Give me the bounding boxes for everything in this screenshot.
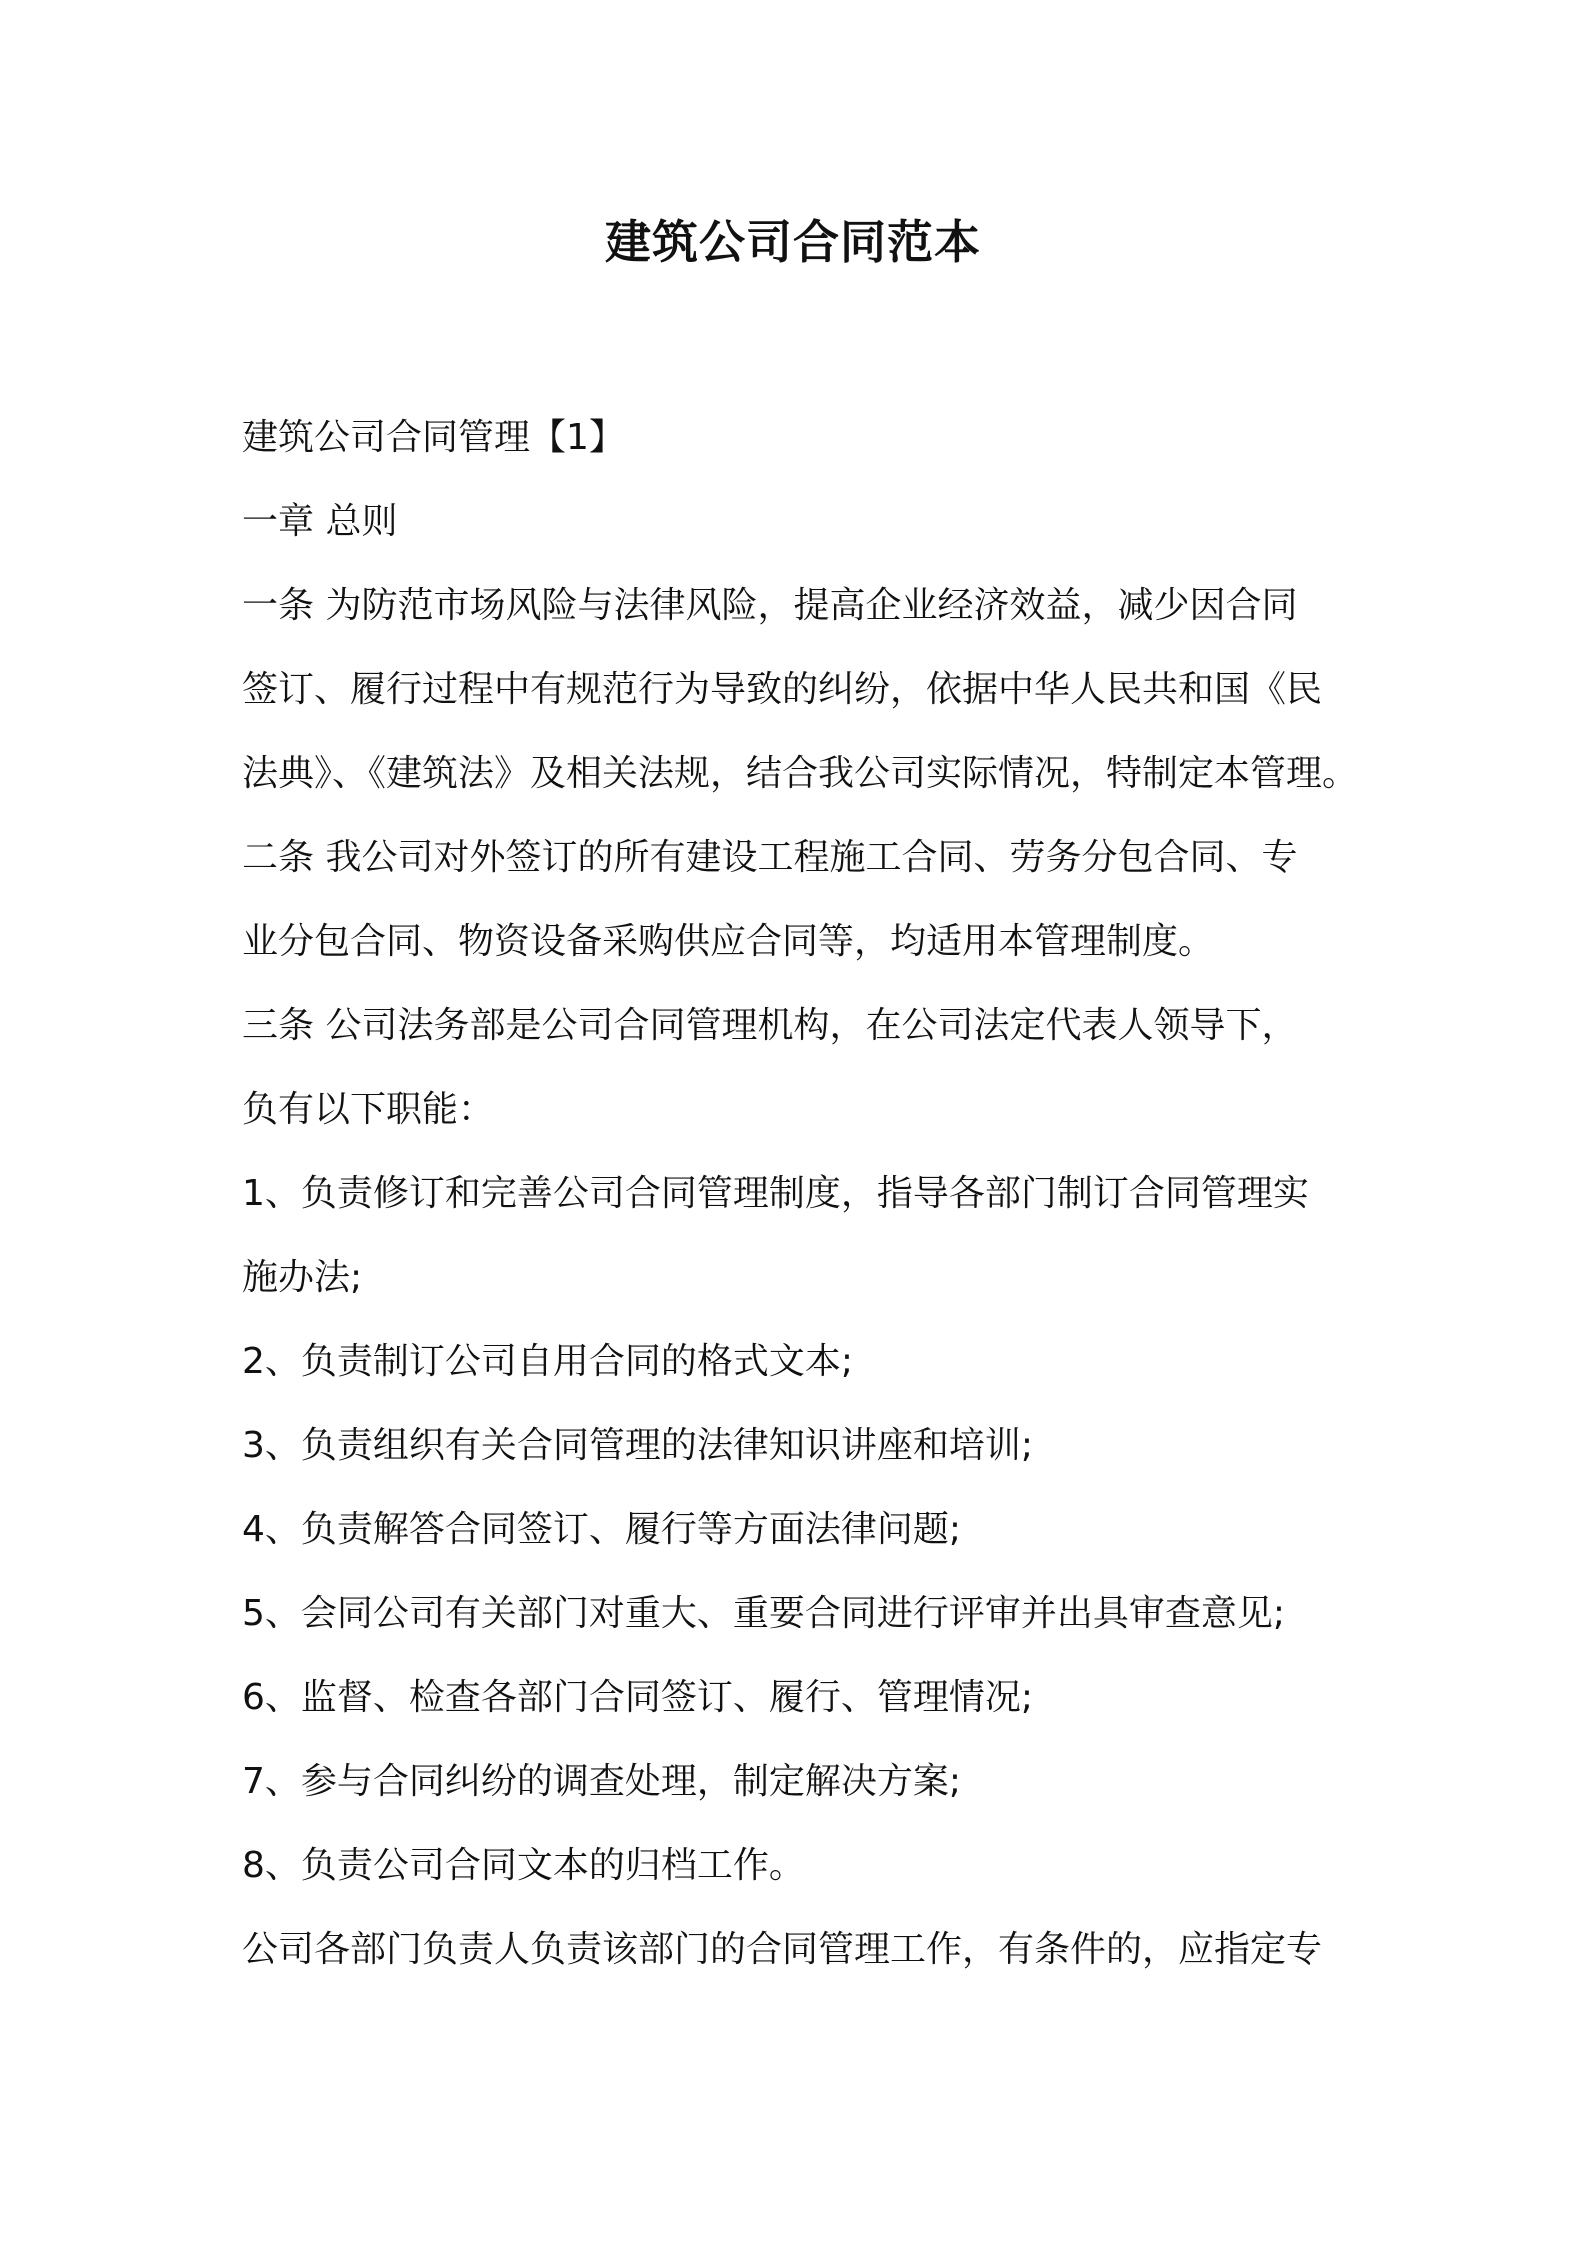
article-1-line: 法典》、《建筑法》及相关法规，结合我公司实际情况，特制定本管理。 [242, 753, 1359, 794]
document-body [242, 410, 1360, 2006]
duty-item-5: 5、会同公司有关部门对重大、重要合同进行评审并出具审查意见; [242, 1593, 1286, 1634]
section-heading: 建筑公司合同管理【1】 [242, 417, 625, 458]
duty-item-1-line: 1、负责修订和完善公司合同管理制度，指导各部门制订合同管理实 [242, 1173, 1309, 1214]
article-2-line: 业分包合同、物资设备采购供应合同等，均适用本管理制度。 [242, 921, 1215, 962]
duty-item-8: 8、负责公司合同文本的归档工作。 [242, 1845, 805, 1886]
article-1-line: 一条 为防范市场风险与法律风险，提高企业经济效益，减少因合同 [242, 585, 1298, 626]
duty-item-6: 6、监督、检查各部门合同签订、履行、管理情况; [242, 1677, 1034, 1718]
duty-item-3: 3、负责组织有关合同管理的法律知识讲座和培训; [242, 1425, 1034, 1466]
article-1-line: 签订、履行过程中有规范行为导致的纠纷，依据中华人民共和国《民 [242, 669, 1323, 710]
chapter-heading: 一章 总则 [242, 501, 398, 542]
duty-item-7: 7、参与合同纠纷的调查处理，制定解决方案; [242, 1761, 962, 1802]
article-3-line: 负有以下职能： [242, 1089, 495, 1130]
closing-paragraph-line: 公司各部门负责人负责该部门的合同管理工作，有条件的，应指定专 [242, 1929, 1323, 1970]
duty-item-4: 4、负责解答合同签订、履行等方面法律问题; [242, 1509, 962, 1550]
document-title: 建筑公司合同范本 [605, 215, 981, 269]
duty-item-1-line: 施办法; [242, 1257, 363, 1298]
article-2-line: 二条 我公司对外签订的所有建设工程施工合同、劳务分包合同、专 [242, 837, 1298, 878]
article-3-line: 三条 公司法务部是公司合同管理机构，在公司法定代表人领导下， [242, 1005, 1298, 1046]
duty-item-2: 2、负责制订公司自用合同的格式文本; [242, 1341, 854, 1382]
